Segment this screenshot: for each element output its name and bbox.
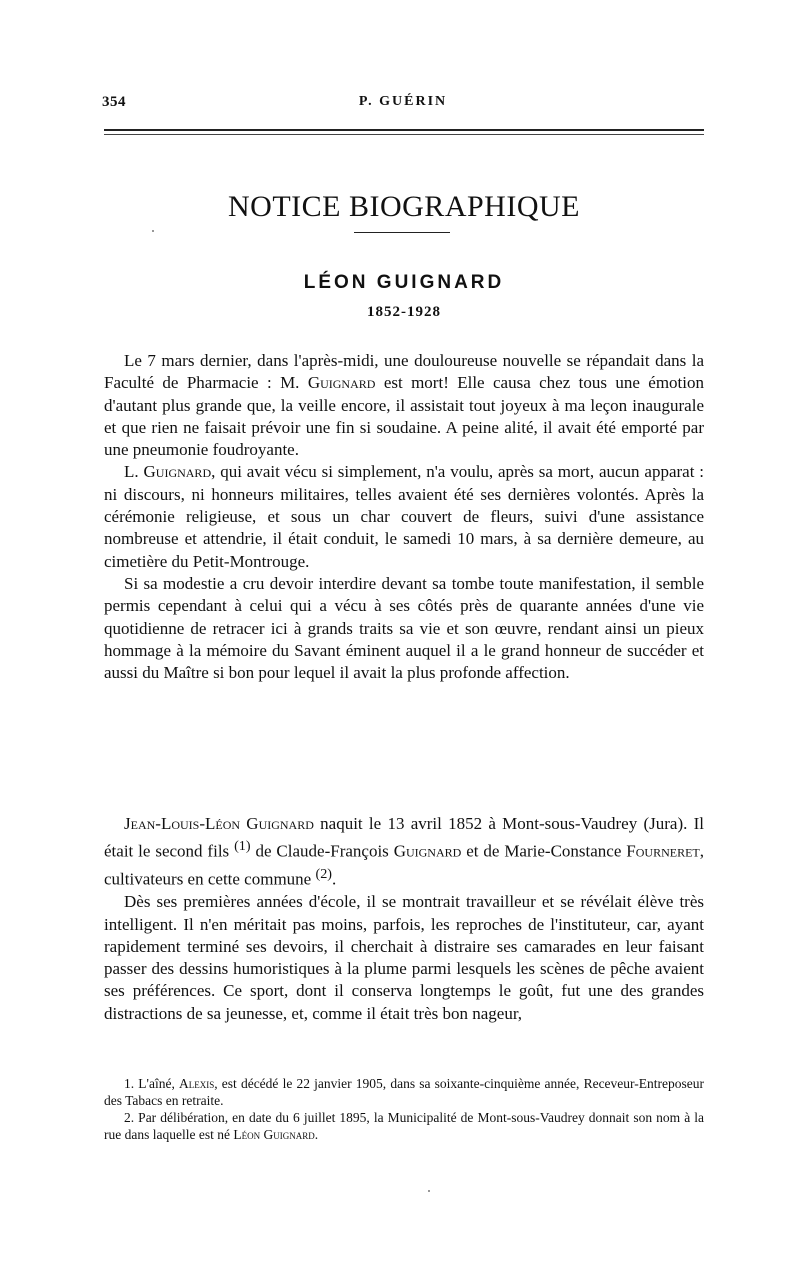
text-span: L. [124,462,144,482]
person-name-inline: Jean-Louis-Léon Guignard [124,814,314,833]
text-span: naquit le 13 avril 1852 à Mont-sous-Vaudrey (Jura). Il était le second fils [104,814,705,861]
bio-paragraph-2: Dès ses premières années d'école, il se montrait travailleur et se révélait élève très intelligent. Il n'en méritait pas moins, parfois, les reproches de l'instituteur, car, ayant rapidement terminé ses devoirs, il cherchait à distraire ses camarades en leur faisant passer des dessins humoristiques à la plume parmi lesquels les scènes de pêche avaient ses préférences. Ce sport, dont il conserva longtemps le goût, fut une des grandes distractions de sa jeunesse, et, comme il était très bon nageur, [104,892,704,1023]
title-rule [354,232,450,233]
person-name-inline: Guignard [143,462,212,482]
bio-paragraph-1 [104,813,704,891]
text-span: Le 7 mars dernier, dans l'après-midi, une douloureuse nouvelle se répandait dans la Faculté de Pharmacie : M. [104,351,704,393]
subject-name: LÉON GUIGNARD [303,272,505,293]
footnote-2 [104,1109,704,1143]
text-span: 2. Par délibération, en date du 6 juillet 1895, la Municipalité de Mont-sous-Vaudrey donnait son nom à la rue dans laquelle est né [104,1110,704,1142]
page-header [102,94,704,116]
notice-title: NOTICE BIOGRAPHIQUE [228,190,580,224]
print-speck [152,230,154,232]
biography-section [104,813,704,1025]
person-name-inline: Guignard [393,841,462,861]
person-name-inline: Alexis [179,1076,215,1091]
print-speck [428,1190,430,1192]
text-span: . [332,869,337,889]
text-span: de Claude-François [250,841,394,861]
intro-paragraph-3: Si sa modestie a cru devoir interdire devant sa tombe toute manifestation, il semble permis cependant à celui qui a vécu à ses côtés près de quarante années d'une vie quotidienne de retracer ici à grands traits sa vie et son œuvre, rendant ainsi un pieux hommage à la mémoire du Savant éminent auquel il a le grand honneur de succéder et aussi du Maître si bon pour lequel il avait la plus profonde affection. [104,573,704,683]
footnotes [104,1075,704,1143]
text-span: est mort! Elle causa chez tous une émotion d'autant plus grande que, la veille encore, il assistait tout joyeux à ma leçon inaugurale et que rien ne faisait prévoir une fin si soudaine. A peine alité, il avait été emporté par une pneumonie foudroyante. [104,373,704,460]
subject-dates: 1852-1928 [367,304,441,320]
footnote-ref-2[interactable]: (2) [315,866,332,883]
text-span: , est décédé le 22 janvier 1905, dans sa soixante-cinquième année, Receveur-Entreposeur des Tabacs en retraite. [104,1076,704,1108]
text-span: , qui avait vécu si simplement, n'a voulu, après sa mort, aucun apparat : ni discours, ni honneurs militaires, telles avaient été ses dernières volontés. Après la cérémonie religieuse, et sous un char couvert de fleurs, suivi d'une assistance nombreuse et attendrie, il était conduit, le samedi 10 mars, à sa dernière demeure, au cimetière du Petit-Montrouge. [104,462,704,571]
text-span: et de Marie-Constance [461,841,627,861]
header-rule-thick [104,129,704,131]
running-head: P. GUÉRIN [358,94,448,109]
person-name-inline: Léon Guignard [233,1127,315,1142]
text-span: . [314,1127,319,1142]
intro-paragraph-1 [104,350,704,461]
text-span: 1. L'aîné, [124,1076,179,1091]
intro-section [104,350,704,684]
page-number: 354 [102,94,126,110]
person-name-inline: Guignard [307,373,376,393]
intro-paragraph-2 [104,461,704,572]
person-name-inline: Fourneret [626,841,700,861]
footnote-1 [104,1075,704,1109]
footnote-ref-1[interactable]: (1) [234,838,251,855]
header-rule-thin [104,134,704,135]
text-span: , cultivateurs en cette commune [104,841,704,889]
